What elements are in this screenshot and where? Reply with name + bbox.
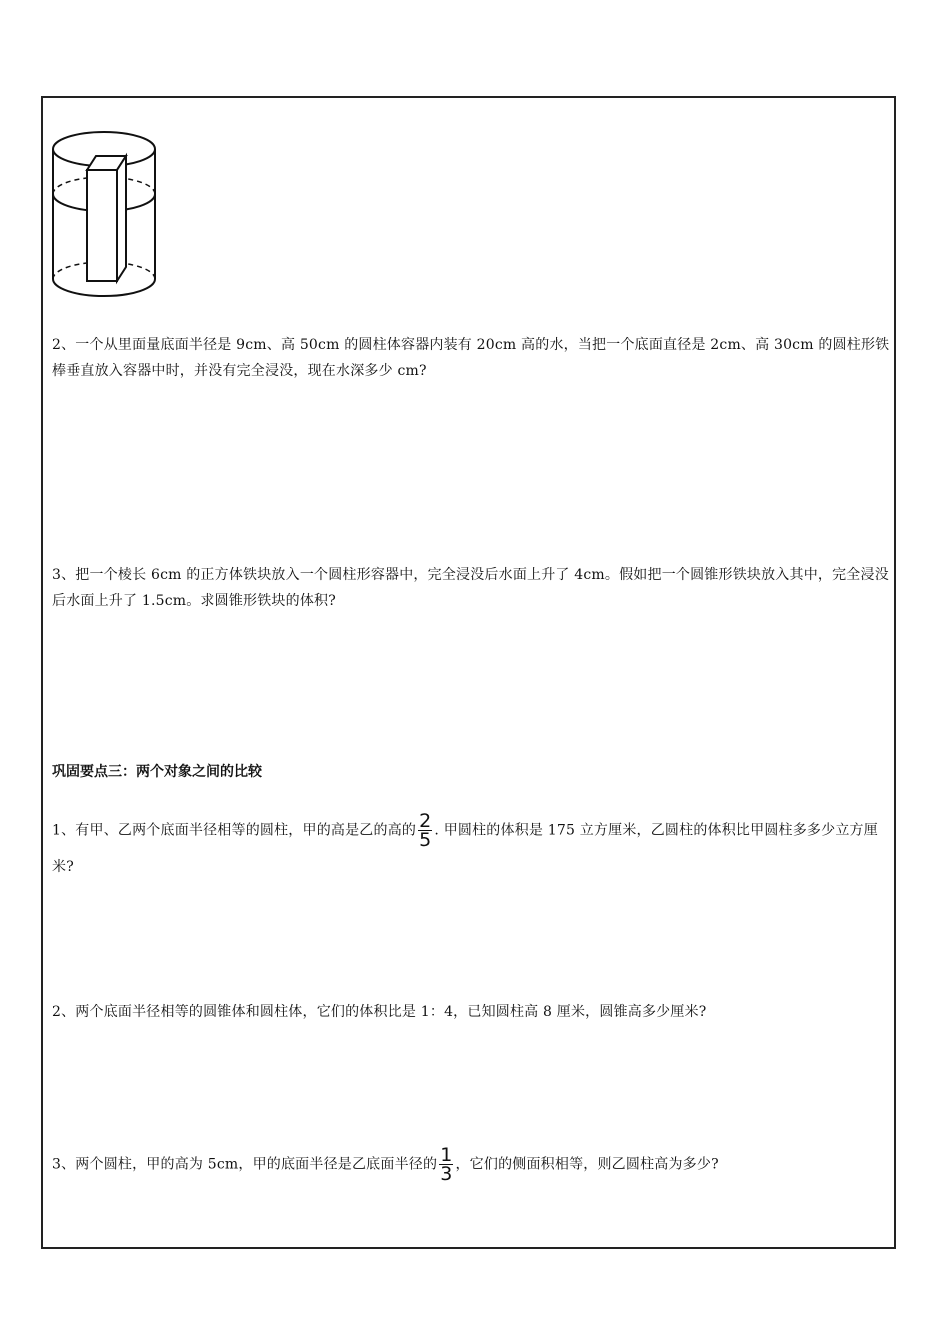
worksheet-frame [41, 96, 896, 1249]
q1-text-after: . 甲圆柱的体积是 175 立方厘米，乙圆柱的体积比甲圆柱多多少立方厘米? [52, 822, 878, 875]
q3-fraction [439, 1146, 453, 1183]
q3-text-after: ，它们的侧面积相等，则乙圆柱高为多少? [455, 1156, 719, 1173]
q3-text-before: 3、两个圆柱，甲的高为 5cm，甲的底面半径是乙底面半径的 [52, 1156, 438, 1173]
q1-fraction-denominator: 5 [419, 829, 432, 851]
q1-text-before: 1、有甲、乙两个底面半径相等的圆柱，甲的高是乙的高的 [52, 822, 417, 839]
section3-question-3 [52, 1146, 894, 1183]
question-2-water-depth: 2、一个从里面量底面半径是 9cm、高 50cm 的圆柱体容器内装有 20cm 高的水，当把一个底面直径是 2cm、高 30cm 的圆柱形铁棒垂直放入容器中时，并没有完全浸没，现在水深多少 cm? [52, 337, 890, 379]
q1-fraction-numerator: 2 [419, 810, 432, 832]
section-heading: 巩固要点三：两个对象之间的比较 [52, 764, 262, 780]
cylinder-with-prism-figure [50, 126, 162, 302]
q3-fraction-denominator: 3 [440, 1163, 453, 1185]
section3-question-1 [52, 812, 894, 885]
q3-fraction-numerator: 1 [440, 1144, 453, 1166]
section3-question-2: 2、两个底面半径相等的圆锥体和圆柱体，它们的体积比是 1：4，已知圆柱高 8 厘米，圆锥高多少厘米? [52, 1004, 707, 1020]
question-3-cone-volume: 3、把一个棱长 6cm 的正方体铁块放入一个圆柱形容器中，完全浸没后水面上升了 4cm。假如把一个圆锥形铁块放入其中，完全浸没后水面上升了 1.5cm。求圆锥形铁块的体积? [52, 567, 889, 609]
q1-fraction [418, 812, 432, 849]
